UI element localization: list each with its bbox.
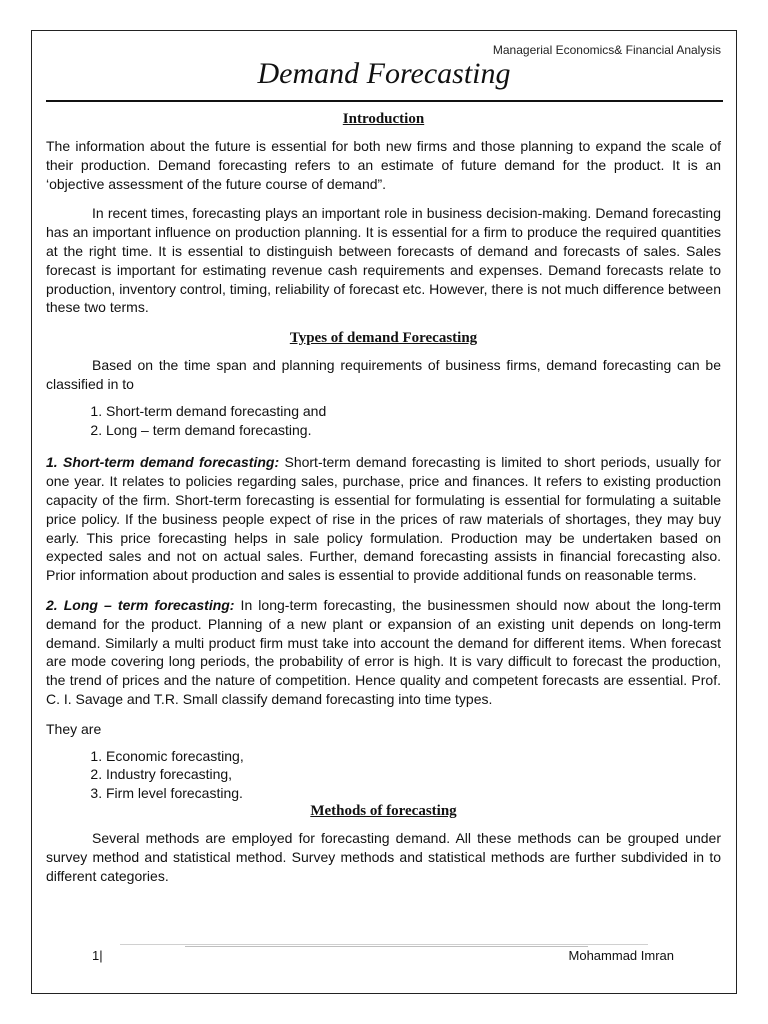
footer-divider — [185, 946, 588, 947]
methods-paragraph-1: Several methods are employed for forecasting demand. All these methods can be grouped under survey method and statistical method. Survey methods and statistical methods are further subdivided in to different categories. — [46, 829, 721, 884]
long-term-label: 2. Long – term forecasting: — [46, 596, 235, 613]
title-rule — [46, 100, 723, 102]
they-are-text: They are — [46, 720, 102, 737]
document-body — [46, 109, 721, 896]
short-term-paragraph — [46, 453, 721, 585]
long-term-paragraph — [46, 596, 721, 709]
long-term-text: In long-term forecasting, the businessmen should now about the long-term demand for the product. Planning of a new plant or expansion of an existing unit depends on long-term demand. Similarly a multi product firm must take into account the demand for different items. When forecast are mode covering long periods, the probability of error is high. It is vary difficult to forecast the production, the trend of prices and the nature of competition. Hence quality and competent forecasts are essential. Prof. C. I. Savage and T.R. Small classify demand forecasting into time types. — [46, 596, 721, 707]
heading-methods: Methods of forecasting — [310, 802, 457, 819]
heading-introduction: Introduction — [342, 111, 425, 127]
header-subject: Managerial Economics& Financial Analysis — [492, 43, 721, 57]
footer-author: Mohammad Imran — [568, 948, 674, 963]
heading-types: Types of demand Forecasting — [289, 330, 478, 347]
types-paragraph-1: Based on the time span and planning requirements of business firms, demand forecasting can be classified in to — [46, 357, 721, 392]
list-item: 2. Long – term demand forecasting. — [106, 421, 721, 440]
footer-divider — [120, 944, 648, 945]
list-item: 1. Economic forecasting, — [106, 747, 721, 766]
forecast-types-list — [46, 747, 721, 803]
intro-paragraph-1: The information about the future is essential for both new firms and those planning to expand the scale of their production. Demand forecasting refers to an estimate of future demand for the product. It is an ‘objective assessment of the future course of demand”. — [46, 138, 721, 192]
types-list — [46, 402, 721, 440]
document-title: Demand Forecasting — [257, 57, 511, 90]
intro-paragraph-2: In recent times, forecasting plays an important role in business decision-making. Demand forecasting has an important influence on production planning. It is essential for a firm to produce the required quantities at the right time. It is essential to distinguish between forecasts of demand and forecasts of sales. Sales forecast is important for estimating revenue cash requirements and expenses. Demand forecasts relate to production, inventory control, timing, reliability of forecast etc. However, there is not much difference between these two terms. — [46, 205, 721, 316]
short-term-text: Short-term demand forecasting is limited to short periods, usually for one year. It relates to policies regarding sales, purchase, price and finances. It refers to existing production capacity of the firm. Short-term forecasting is essential for formulating is essential for formulating a suitable price policy. If the business people expect of rise in the prices of raw materials of shortages, they may buy early. This price forecasting helps in sale policy formulation. Production may be undertaken based on expected sales and not on actual sales. Further, demand forecasting assists in financial forecasting also. Prior information about production and sales is essential to provide additional funds on reasonable terms. — [46, 454, 722, 584]
list-item: 2. Industry forecasting, — [106, 765, 721, 784]
list-item: 3. Firm level forecasting. — [106, 784, 721, 803]
page-number: 1| — [92, 948, 103, 963]
short-term-label: 1. Short-term demand forecasting: — [46, 454, 280, 471]
list-item: 1. Short-term demand forecasting and — [106, 402, 721, 421]
